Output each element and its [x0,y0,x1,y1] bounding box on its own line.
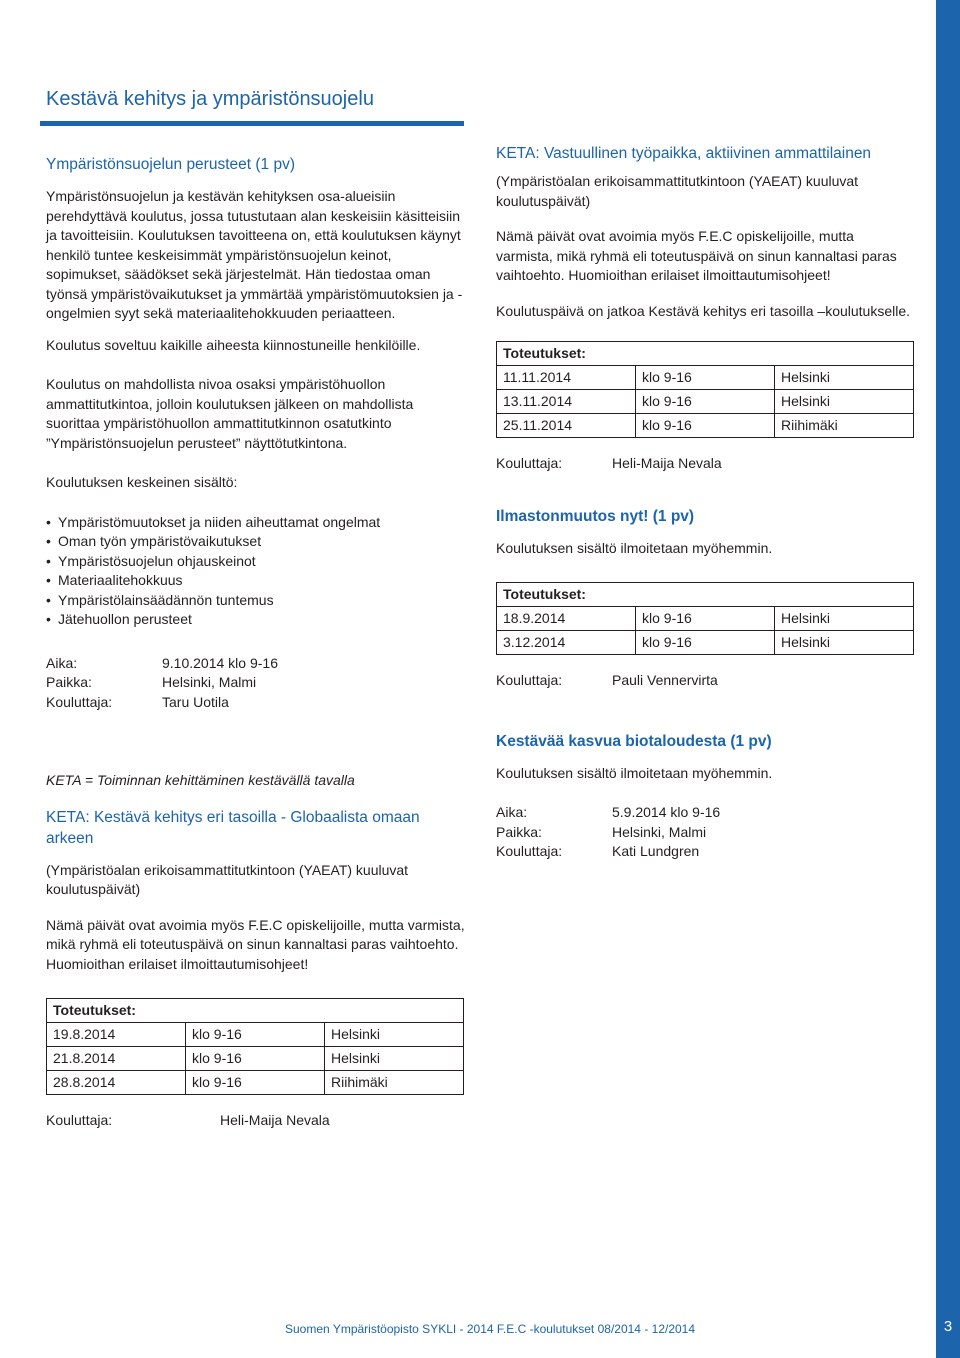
page-title: Kestävä kehitys ja ympäristönsuojelu [46,88,374,110]
date-cell: 19.8.2014 [47,1023,186,1047]
place-value: Helsinki, Malmi [612,823,707,840]
time-row [46,654,466,674]
course-continuation: Koulutuspäivä on jatkoa Kestävä kehitys eri tasoilla –koulutukselle. [496,302,911,319]
left-column-lower [46,771,466,1131]
date-cell: 18.9.2014 [497,607,636,631]
table-header-row [497,583,914,607]
course-description: Koulutuksen sisältö ilmoitetaan myöhemmin. [496,539,773,556]
place-row [46,673,466,693]
trainer-label: Kouluttaja: [46,693,113,710]
course-description: Koulutuksen sisältö ilmoitetaan myöhemmin. [496,764,773,781]
trainer-row [496,671,914,691]
date-cell: 11.11.2014 [497,366,636,390]
table-row [47,1047,464,1071]
time-cell: klo 9-16 [636,607,775,631]
place-cell: Helsinki [775,607,914,631]
table-row [47,1071,464,1095]
content-list [46,513,466,630]
trainer-label: Kouluttaja: [496,455,563,471]
time-label: Aika: [46,654,78,671]
trainer-value: Taru Uotila [162,693,229,710]
title-underline [40,121,464,126]
time-cell: klo 9-16 [186,1047,325,1071]
trainer-label: Kouluttaja: [496,672,563,688]
time-cell: klo 9-16 [636,631,775,655]
side-color-bar [936,0,960,1358]
date-cell: 21.8.2014 [47,1047,186,1071]
list-item: • Ympäristösuojelun ohjauskeinot [46,552,466,572]
place-cell: Riihimäki [325,1071,464,1095]
table-row [47,1023,464,1047]
place-value: Helsinki, Malmi [162,674,257,690]
trainer-row [496,842,914,862]
trainer-label: Kouluttaja: [496,843,563,859]
trainer-value: Pauli Vennervirta [612,672,718,688]
schedule-table [46,998,464,1095]
course-description: Ympäristönsuojelun ja kestävän kehityksen osa-alueisiin perehdyttävä koulutus, jossa tutustutaan alan keskeisiin käsitteisiin ja tavoitteisiin. Koulutuksen tavoitteena on, että koulutuksen käynyt henkilö tuntee keskeisimmät ympäristönsuojelun keinot, sopimukset, säädökset sekä järjestelmät. Hän tiedostaa oman työnsä ympäristövaikutukset ja ymmärtää ympäristömuutoksien ja -ongelmien syyt sekä materiaalitehokkuuden periaatteen. [46,188,463,321]
time-value: 9.10.2014 klo 9-16 [162,654,278,671]
course-description: Nämä päivät ovat avoimia myös F.E.C opiskelijoille, mutta varmista, mikä ryhmä eli toteutuspäivä on sinun kannaltasi paras vaihtoehto. Huomioithan erilaiset ilmoittautumisohjeet! [46,916,465,972]
table-header: Toteutukset: [47,999,464,1023]
time-cell: klo 9-16 [186,1023,325,1047]
table-header: Toteutukset: [497,583,914,607]
course-heading: Kestävää kasvua biotaloudesta (1 pv) [496,732,772,750]
course-note: (Ympäristöalan erikoisammattitutkintoon (YAEAT) kuuluvat koulutuspäivät) [496,173,859,209]
time-cell: klo 9-16 [636,414,775,438]
course-heading: Ilmastonmuutos nyt! (1 pv) [496,507,695,525]
schedule-table [496,582,914,655]
table-row [497,631,914,655]
table-header-row [47,999,464,1023]
left-column [46,154,466,712]
date-cell: 25.11.2014 [497,414,636,438]
place-cell: Riihimäki [775,414,914,438]
trainer-value: Kati Lundgren [612,843,700,859]
time-row [496,803,914,823]
course-description: Nämä päivät ovat avoimia myös F.E.C opiskelijoille, mutta varmista, mikä ryhmä eli toteutuspäivä on sinun kannaltasi paras vaihtoehto. Huomioithan erilaiset ilmoittautumisohjeet! [496,228,897,283]
trainer-row [496,454,914,474]
time-cell: klo 9-16 [636,366,775,390]
course-heading: Ympäristönsuojelun perusteet (1 pv) [46,156,295,173]
page-number: 3 [943,1318,953,1335]
place-cell: Helsinki [775,366,914,390]
place-label: Paikka: [496,823,542,840]
table-header: Toteutukset: [497,342,914,366]
trainer-value: Heli-Maija Nevala [220,1112,330,1128]
list-item: • Ympäristölainsäädännön tuntemus [46,591,466,611]
keta-definition: KETA = Toiminnan kehittäminen kestävällä tavalla [46,772,355,788]
course-heading: KETA: Vastuullinen työpaikka, aktiivinen ammattilainen [496,145,872,162]
place-label: Paikka: [46,674,92,690]
time-label: Aika: [496,804,528,820]
time-value: 5.9.2014 klo 9-16 [612,804,721,820]
place-cell: Helsinki [775,631,914,655]
place-cell: Helsinki [325,1047,464,1071]
place-cell: Helsinki [775,390,914,414]
course-note: (Ympäristöalan erikoisammattitutkintoon (YAEAT) kuuluvat koulutuspäivät) [46,861,409,897]
course-audience: Koulutus soveltuu kaikille aiheesta kiinnostuneille henkilöille. [46,336,421,353]
list-item: • Jätehuollon perusteet [46,610,466,630]
trainer-row [46,1111,466,1131]
time-cell: klo 9-16 [636,390,775,414]
date-cell: 28.8.2014 [47,1071,186,1095]
list-item: • Ympäristömuutokset ja niiden aiheuttamat ongelmat [46,513,466,533]
list-item: • Oman työn ympäristövaikutukset [46,532,466,552]
time-cell: klo 9-16 [186,1071,325,1095]
table-row [497,414,914,438]
content-label: Koulutuksen keskeinen sisältö: [46,474,238,490]
schedule-table [496,341,914,438]
trainer-value: Heli-Maija Nevala [612,455,722,471]
table-row [497,607,914,631]
table-row [497,390,914,414]
course-heading: KETA: Kestävä kehitys eri tasoilla - Globaalista omaan arkeen [46,808,420,847]
right-column [496,143,914,862]
place-row [496,823,914,843]
trainer-row [46,693,466,713]
table-header-row [497,342,914,366]
footer-text: Suomen Ympäristöopisto SYKLI - 2014 F.E.C -koulutukset 08/2014 - 12/2014 [285,1322,696,1336]
date-cell: 3.12.2014 [497,631,636,655]
trainer-label: Kouluttaja: [46,1112,113,1128]
date-cell: 13.11.2014 [497,390,636,414]
place-cell: Helsinki [325,1023,464,1047]
table-row [497,366,914,390]
list-item: • Materiaalitehokkuus [46,571,466,591]
course-qualification-text: Koulutus on mahdollista nivoa osaksi ympäristöhuollon ammattitutkintoa, jolloin koulutuksen jälkeen on mahdollista suorittaa ympäristöhuollon ammattitutkinnon osatutkinto ”Ympäristönsuojelun perusteet” näyttötutkintona. [46,376,414,451]
